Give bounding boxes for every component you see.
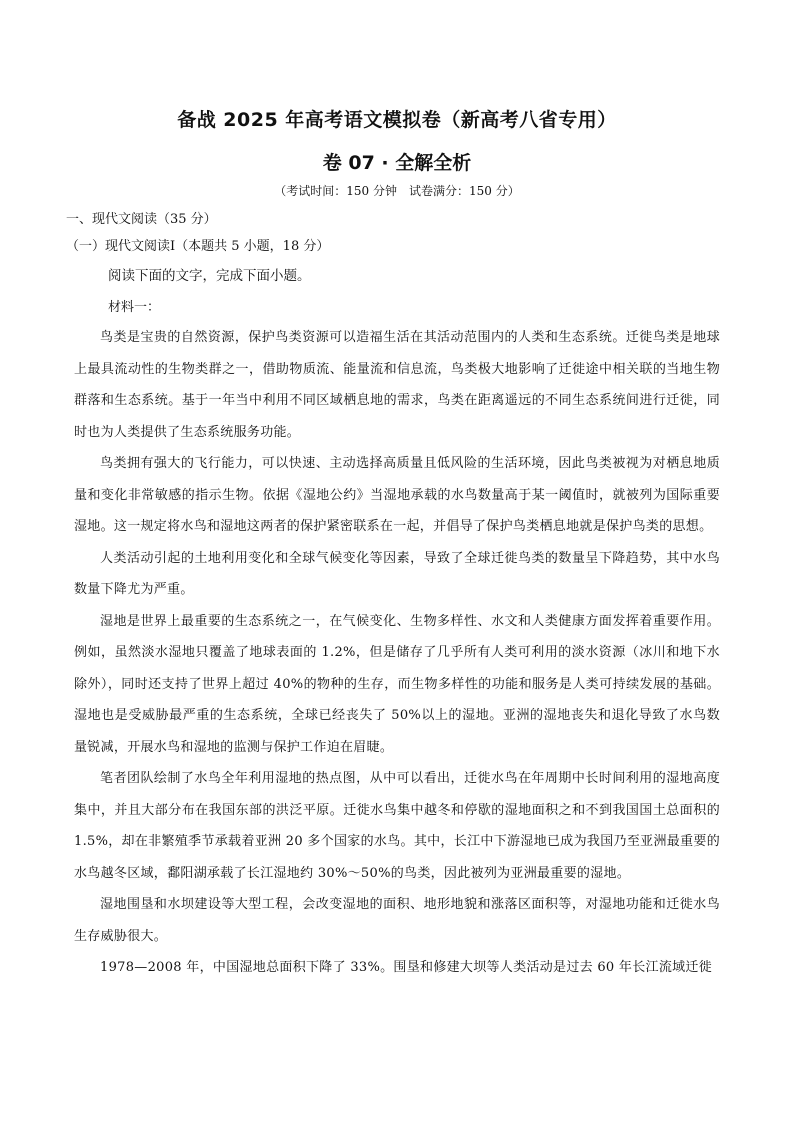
document-subtitle: 卷 07 · 全解全析 [322, 152, 472, 174]
material-label: 材料一： [108, 300, 161, 315]
paragraph-7: 1978—2008 年，中国湿地总面积下降了 33%。围垦和修建大坝等人类活动是过去 60 年长江流域迁徙 [100, 960, 713, 975]
document-title: 备战 2025 年高考语文模拟卷（新高考八省专用） [177, 109, 617, 131]
article-body [74, 322, 720, 984]
paragraph-6: 湿地围垦和水坝建设等大型工程，会改变湿地的面积、地形地貌和涨落区面积等，对湿地功能和迁徙水鸟生存威胁很大。 [74, 897, 720, 944]
paragraph-4: 湿地是世界上最重要的生态系统之一，在气候变化、生物多样性、水文和人类健康方面发挥着重要作用。例如，虽然淡水湿地只覆盖了地球表面的 1.2%，但是储存了几乎所有人类可利用的淡水资源（冰川和地下水除外），同时还支持了世界上超过 40%的物种的生存，而生物多样性的功能和服务是人类可持续发展的基础。湿地也是受威胁最严重的生态系统，全球已经丧失了 50%以上的湿地。亚洲的湿地丧失和退化导致了水鸟数量锐减，开展水鸟和湿地的监测与保护工作迫在眉睫。 [74, 613, 720, 755]
exam-info: （考试时间：150 分钟 试卷满分：150 分） [274, 184, 520, 198]
paragraph-2: 鸟类拥有强大的飞行能力，可以快速、主动选择高质量且低风险的生活环境，因此鸟类被视为对栖息地质量和变化非常敏感的指示生物。依据《湿地公约》当湿地承载的水鸟数量高于某一阈值时，就被列为国际重要湿地。这一规定将水鸟和湿地这两者的保护紧密联系在一起，并倡导了保护鸟类栖息地就是保护鸟类的思想。 [74, 456, 720, 534]
reading-instruction: 阅读下面的文字，完成下面小题。 [108, 268, 311, 284]
paragraph-1: 鸟类是宝贵的自然资源，保护鸟类资源可以造福生活在其活动范围内的人类和生态系统。迁徙鸟类是地球上最具流动性的生物类群之一，借助物质流、能量流和信息流，鸟类极大地影响了迁徙途中相关联的当地生物群落和生态系统。基于一年当中利用不同区域栖息地的需求，鸟类在距离遥远的不同生态系统间进行迁徙，同时也为人类提供了生态系统服务功能。 [74, 330, 720, 440]
paragraph-3: 人类活动引起的土地利用变化和全球气候变化等因素，导致了全球迁徙鸟类的数量呈下降趋势，其中水鸟数量下降尤为严重。 [74, 550, 720, 597]
subsection-heading: （一）现代文阅读Ⅰ（本题共 5 小题，18 分） [66, 239, 330, 254]
paragraph-5: 笔者团队绘制了水鸟全年利用湿地的热点图，从中可以看出，迁徙水鸟在年周期中长时间利用的湿地高度集中，并且大部分布在我国东部的洪泛平原。迁徙水鸟集中越冬和停歇的湿地面积之和不到我国国土总面积的 1.5%，却在非繁殖季节承载着亚洲 20 多个国家的水鸟。其中，长江中下游湿地已成为我国乃至亚洲最重要的水鸟越冬区域，鄱阳湖承载了长江湿地约 30%～50%的鸟类，因此被列为亚洲最重要的湿地。 [74, 771, 720, 881]
section-heading: 一、现代文阅读（35 分） [66, 212, 217, 227]
